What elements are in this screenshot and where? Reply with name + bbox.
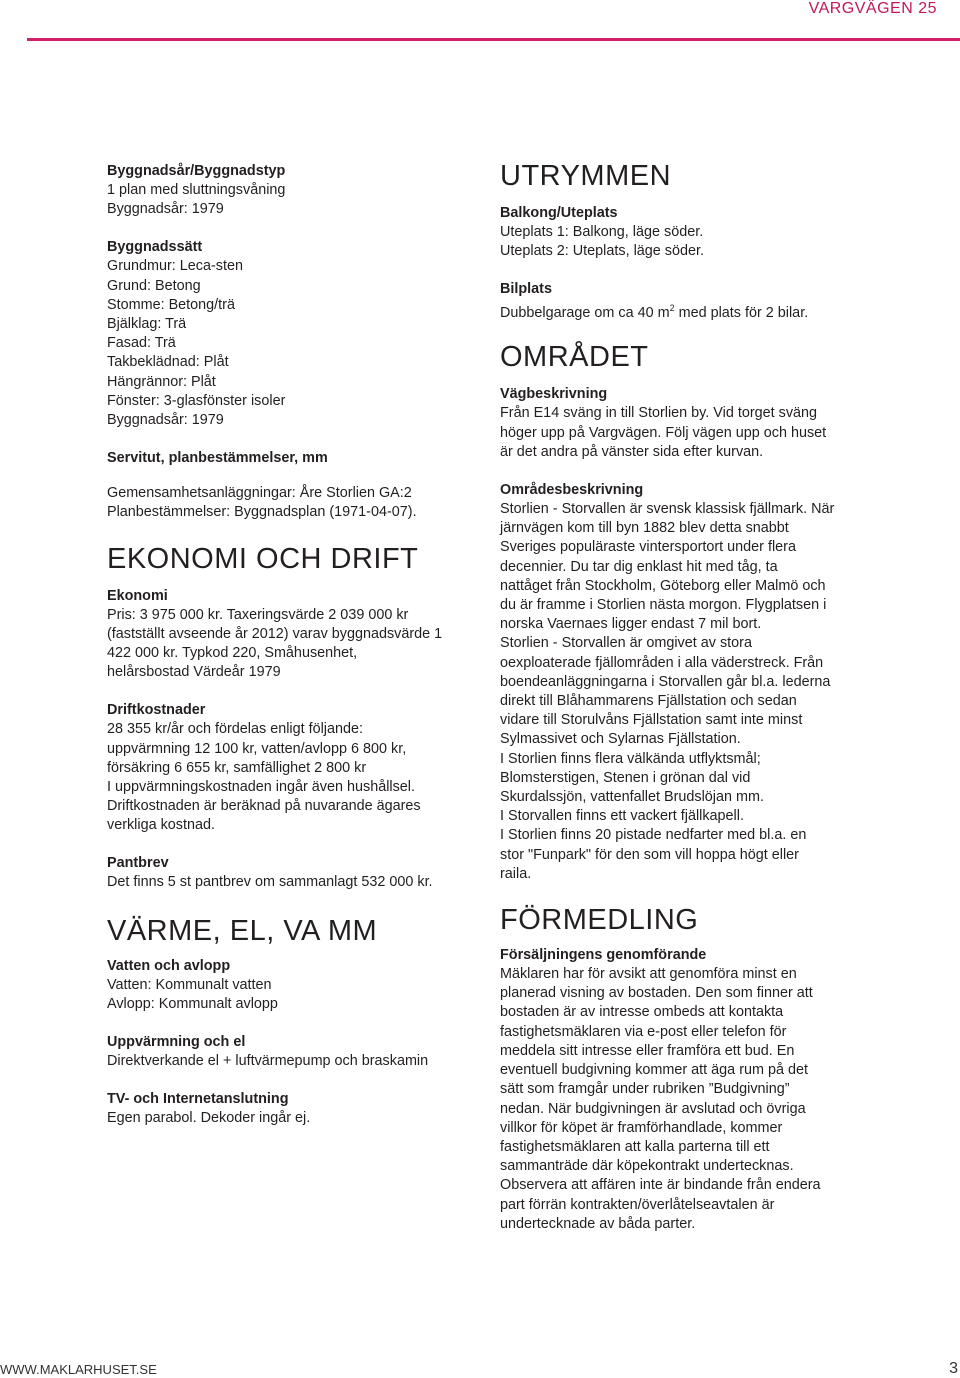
- footer-page-number: 3: [949, 1360, 958, 1377]
- byggnadssatt-text: Grundmur: Leca-sten Grund: Betong Stomme: Betong/trä Bjälklag: Trä Fasad: Trä Takbeklädnad: Plåt Hängrännor: Plåt Fönster: 3-glasfönster isoler Byggnadsår: 1979: [107, 258, 286, 429]
- ekonomi-text: Pris: 3 975 000 kr. Taxeringsvärde 2 039 000 kr (fastställt avseende år 2012) varav byggnadsvärde 1 422 000 kr. Typkod 220, Småhusenhet, helårsbostad Värdeår 1979: [107, 606, 443, 681]
- right-column: [500, 162, 870, 1234]
- vatten-text: Vatten: Kommunalt vatten Avlopp: Kommunalt avlopp: [107, 976, 278, 1013]
- left-column: [107, 162, 487, 1129]
- header-accent-line: [27, 38, 960, 41]
- ekonomi-section-title: EKONOMI OCH DRIFT: [107, 542, 419, 575]
- driftkostnader-heading: Driftkostnader: [107, 702, 206, 719]
- bilplats-sup: 2: [669, 303, 675, 314]
- byggnadsar-heading: Byggnadsår/Byggnadstyp: [107, 163, 286, 179]
- uppvarmning-heading: Uppvärmning och el: [107, 1034, 246, 1051]
- ekonomi-heading: Ekonomi: [107, 587, 168, 604]
- varme-section-title: VÄRME, EL, VA MM: [107, 914, 378, 947]
- vatten-heading: Vatten och avlopp: [107, 957, 231, 974]
- formedling-section-title: FÖRMEDLING: [500, 904, 699, 937]
- balkong-heading: Balkong/Uteplats: [500, 205, 618, 221]
- bilplats-heading: Bilplats: [500, 281, 552, 298]
- page-header-title: VARGVÄGEN 25: [808, 0, 937, 17]
- tv-text: Egen parabol. Dekoder ingår ej.: [107, 1110, 311, 1127]
- driftkostnader-text: 28 355 kr/år och fördelas enligt följande: uppvärmning 12 100 kr, vatten/avlopp 6 800 kr, försäkring 6 655 kr, samfällighet 2 800 kr I uppvärmningskostnaden ingår även hushållsel. Driftkostnaden är beräknad på nuvarande ägares verkliga kostnad.: [107, 721, 421, 834]
- vagbeskrivning-text: Från E14 sväng in till Storlien by. Vid torget sväng höger upp på Vargvägen. Följ vägen upp och huset är det andra på vänster sida efter kurvan.: [500, 405, 827, 460]
- footer-website: WWW.MAKLARHUSET.SE: [0, 1362, 157, 1377]
- bilplats-text-after: med plats för 2 bilar.: [674, 305, 809, 322]
- utrymmen-section-title: UTRYMMEN: [500, 160, 672, 192]
- bilplats-text: [500, 299, 870, 323]
- servitut-heading: Servitut, planbestämmelser, mm: [107, 450, 328, 467]
- uppvarmning-text: Direktverkande el + luftvärmepump och braskamin: [107, 1053, 429, 1070]
- byggnadssatt-heading: Byggnadssätt: [107, 239, 203, 256]
- servitut-text: Gemensamhetsanläggningar: Åre Storlien GA:2 Planbestämmelser: Byggnadsplan (1971-04-07).: [107, 485, 417, 521]
- forsaljning-text: Mäklaren har för avsikt att genomföra minst en planerad visning av bostaden. Den som finner att bostaden är av intresse ombeds att kontakta fastighetsmäklaren via e-post eller telefon för meddela sitt intresse eller framföra ett bud. En eventuell budgivning kommer att äga rum på det sätt som framgår under rubriken ”Budgivning” nedan. När budgivningen är avslutad och övriga villkor för köpet är framförhandlade, kommer fastighetsmäklaren att kalla parterna till ett sammanträde där köpekontrakt undertecknas. Observera att affären inte är bindande från endera part förrän kontrakten/överlåtelseavtalen är undertecknade av båda parter.: [500, 966, 821, 1232]
- tv-heading: TV- och Internetanslutning: [107, 1091, 289, 1108]
- pantbrev-heading: Pantbrev: [107, 854, 169, 871]
- omradesbeskrivning-text: Storlien - Storvallen är svensk klassisk fjällmark. När järnvägen kom till byn 1882 blev detta snabbt Sveriges populäraste vintersportort under flera decennier. Du tar dig enklast hit med tåg, ta nattåget från Stockholm, Göteborg eller Malmö och du är framme i Storlien nästa morgon. Flygplatsen i norska Vaernaes ligger endast 7 mil bort. Storlien - Storvallen är omgivet av stora oexploaterade fjällområden i alla väderstreck. Från boendeanläggningarna i Storvallen går bl.a. lederna direkt till Blåhammarens Fjällstation och sedan vidare till Storulvåns Fjällstation samt inte minst Sylmassivet och Sylarnas Fjällstation. I Storlien finns flera välkända utflyktsmål; Blomsterstigen, Stenen i grönan dal vid Skurdalssjön, vattenfallet Brudslöjan mm. I Storvallen finns ett vackert fjällkapell. I Storlien finns 20 pistade nedfarter med bl.a. en stor "Funpark" för den som vill hoppa högt eller raila.: [500, 501, 835, 882]
- omradet-section-title: OMRÅDET: [500, 341, 649, 374]
- pantbrev-text: Det finns 5 st pantbrev om sammanlagt 532 000 kr.: [107, 873, 433, 890]
- byggnadsar-text: 1 plan med sluttningsvåning Byggnadsår: 1979: [107, 182, 286, 218]
- vagbeskrivning-heading: Vägbeskrivning: [500, 386, 608, 403]
- forsaljning-heading: Försäljningens genomförande: [500, 947, 707, 964]
- omradesbeskrivning-heading: Områdesbeskrivning: [500, 482, 644, 499]
- balkong-text: Uteplats 1: Balkong, läge söder. Uteplats 2: Uteplats, läge söder.: [500, 224, 704, 260]
- bilplats-text-before: Dubbelgarage om ca 40 m: [500, 305, 670, 322]
